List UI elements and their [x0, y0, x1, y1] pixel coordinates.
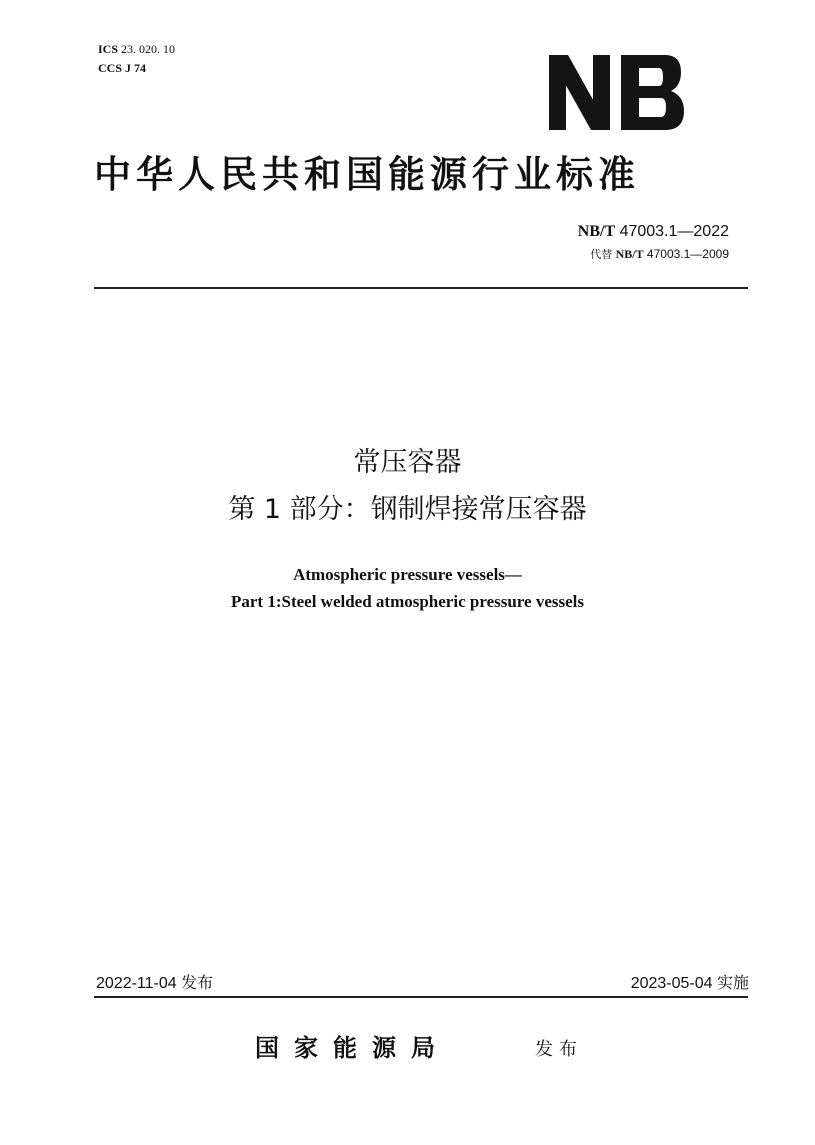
standard-number-prefix: NB/T: [577, 223, 616, 240]
publish-label: 发布: [535, 1039, 583, 1060]
issue-date: 2022-11-04 发布: [96, 975, 214, 992]
implementation-date: 2023-05-04 实施: [630, 975, 749, 992]
title-en-part: Part 1:Steel welded atmospheric pressure vessels: [230, 592, 584, 611]
standard-number-value: 47003.1—2022: [619, 223, 729, 240]
title-cn-main: 常压容器: [353, 447, 462, 478]
ics-label: ICS: [98, 42, 119, 56]
logo-letter-b: [621, 55, 684, 130]
organization-name: 中华人民共和国能源行业标准: [94, 152, 640, 196]
issuing-authority: 国家能源局: [255, 1033, 450, 1062]
ccs-label: CCS: [98, 61, 123, 75]
title-cn-part: 第 1 部分：钢制焊接常压容器: [228, 494, 587, 525]
top-divider: [94, 287, 748, 289]
ics-value: 23. 020. 10: [121, 42, 176, 56]
replaces-standard: [590, 246, 729, 263]
replaces-label: 代替: [590, 248, 613, 261]
title-en-main: Atmospheric pressure vessels—: [293, 565, 522, 584]
ccs-value: J 74: [125, 61, 147, 75]
nb-logo: [549, 55, 684, 130]
logo-letter-n: [549, 55, 610, 130]
replaces-value: 47003.1—2009: [646, 247, 729, 261]
standard-number: [578, 222, 729, 242]
replaces-prefix: NB/T: [615, 247, 644, 261]
bottom-divider: [94, 996, 748, 998]
ics-code: [98, 42, 175, 56]
ccs-code: [98, 61, 146, 75]
